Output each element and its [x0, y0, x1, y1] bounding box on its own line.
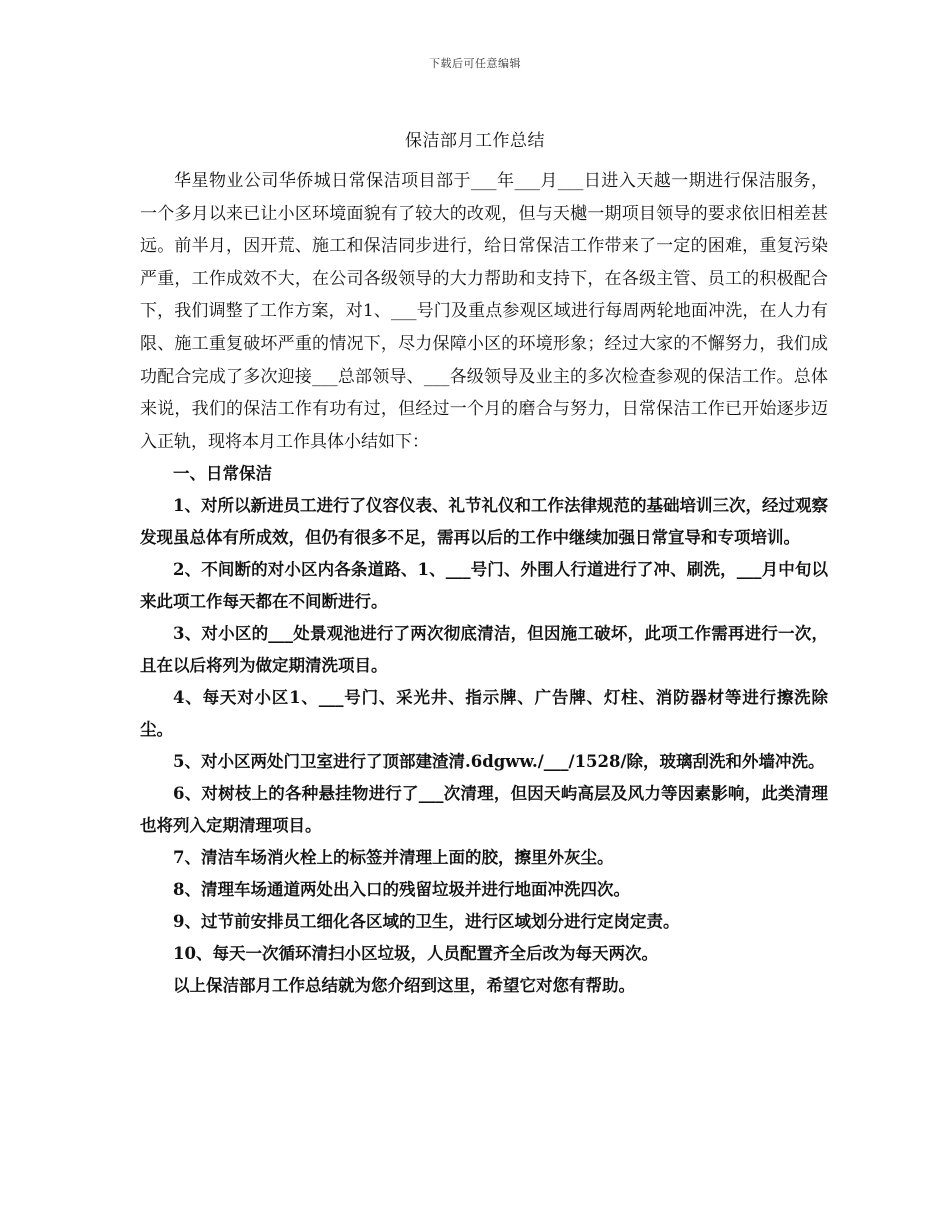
list-item: 6、对树枝上的各种悬挂物进行了___次清理，但因天屿高层及风力等因素影响，此类清理也将列入定期清理项目。 [140, 784, 828, 836]
list-item: 8、清理车场通道两处出入口的残留垃圾并进行地面冲洗四次。 [173, 880, 630, 900]
intro-paragraph: 华星物业公司华侨城日常保洁项目部于___年___月___日进入天越一期进行保洁服务，一个多月以来已让小区环境面貌有了较大的改观，但与天樾一期项目领导的要求依旧相差甚远。前半月，因开荒、施工和保洁同步进行，给日常保洁工作带来了一定的困难，重复污染严重，工作成效不大，在公司各级领导的大力帮助和支持下，在各级主管、员工的积极配合下，我们调整了工作方案，对1、___号门及重点参观区域进行每周两轮地面冲洗，在人力有限、施工重复破坏严重的情况下，尽力保障小区的环境形象；经过大家的不懈努力，我们成功配合完成了多次迎接___总部领导、___各级领导及业主的多次检查参观的保洁工作。总体来说，我们的保洁工作有功有过，但经过一个月的磨合与努力，日常保洁工作已开始逐步迈入正轨，现将本月工作具体小结如下： [140, 171, 828, 452]
section-heading: 一、日常保洁 [173, 464, 272, 484]
list-item: 2、不间断的对小区内各条道路、1、___号门、外围人行道进行了冲、刷洗，___月中旬以来此项工作每天都在不间断进行。 [140, 560, 828, 612]
list-item: 9、过节前安排员工细化各区域的卫生，进行区域划分进行定岗定责。 [173, 912, 680, 932]
closing-paragraph: 以上保洁部月工作总结就为您介绍到这里，希望它对您有帮助。 [173, 976, 635, 996]
document-body [140, 165, 828, 1002]
list-item: 1、对所以新进员工进行了仪容仪表、礼节礼仪和工作法律规范的基础培训三次，经过观察发现虽总体有所成效，但仍有很多不足，需再以后的工作中继续加强日常宣导和专项培训。 [140, 496, 828, 548]
list-item: 7、清洁车场消火栓上的标签并清理上面的胶，擦里外灰尘。 [173, 848, 614, 868]
list-item: 3、对小区的___处景观池进行了两次彻底清洁，但因施工破坏，此项工作需再进行一次，且在以后将列为做定期清洗项目。 [140, 624, 828, 676]
list-item: 10、每天一次循环清扫小区垃圾，人员配置齐全后改为每天两次。 [173, 944, 658, 964]
list-item: 4、每天对小区1、___号门、采光井、指示牌、广告牌、灯柱、消防器材等进行擦洗除尘。 [140, 688, 828, 740]
list-item: 5、对小区两处门卫室进行了顶部建渣清.6dgww./___/1528/除，玻璃刮洗和外墙冲洗。 [173, 752, 825, 772]
header-note: 下载后可任意编辑 [429, 57, 521, 70]
page-title: 保洁部月工作总结 [405, 131, 545, 151]
